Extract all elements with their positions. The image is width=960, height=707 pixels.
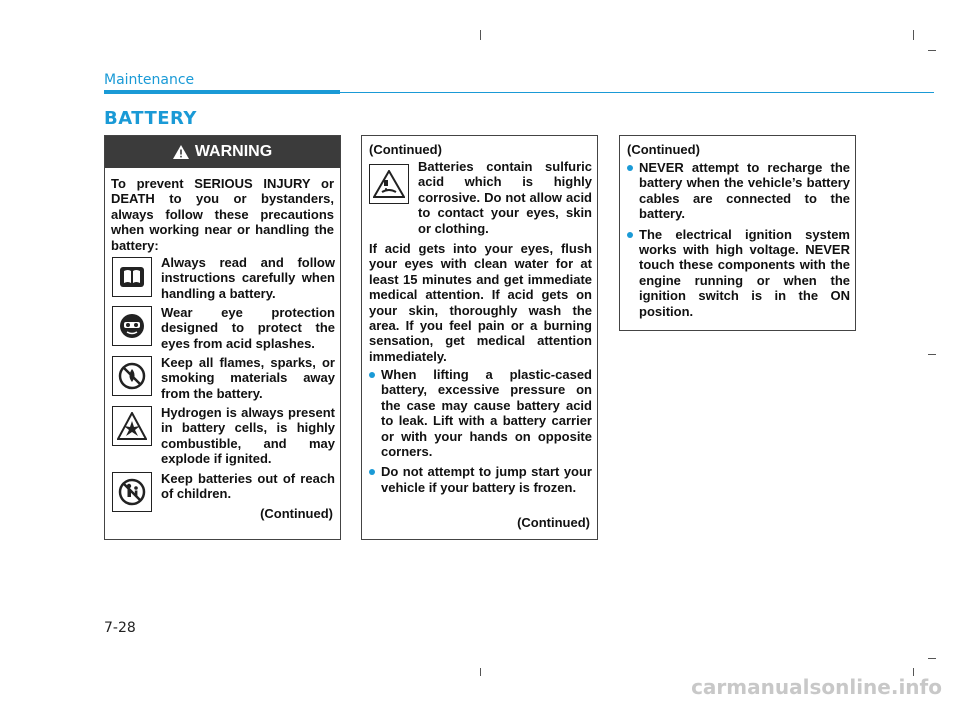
- crop-mark: [913, 30, 914, 40]
- explosion-icon: [112, 406, 152, 446]
- list-item: When lifting a plastic-cased battery, excessive pressure on the case may cause battery acid to leak. Lift with a battery carrier or with your hands on opposite corners.: [369, 367, 592, 459]
- crop-mark: [480, 30, 481, 40]
- continued-box: [361, 135, 598, 540]
- page-number: 7-28: [104, 620, 136, 636]
- continued-label: (Continued): [517, 515, 590, 530]
- bullet-list: [369, 367, 592, 500]
- section-label: Maintenance: [104, 72, 195, 88]
- continued-label: (Continued): [260, 506, 333, 521]
- header-rule: [340, 92, 934, 93]
- watermark: carmanualsonline.info: [691, 675, 942, 699]
- crop-mark: [928, 50, 936, 51]
- warning-item-text: Keep all flames, sparks, or smoking materials away from the battery.: [161, 355, 335, 401]
- no-children-icon: [112, 472, 152, 512]
- page-title: BATTERY: [104, 108, 197, 129]
- warning-item-text: Always read and follow instructions carefully when handling a battery.: [161, 255, 335, 301]
- continued-label: (Continued): [627, 142, 700, 157]
- continued-box: [619, 135, 856, 331]
- acid-warning-text: Batteries contain sulfuric acid which is highly corrosive. Do not allow acid to contact your eyes, skin or clothing.: [418, 159, 592, 236]
- warning-item-text: Keep batteries out of reach of children.: [161, 471, 335, 502]
- warning-item-text: Wear eye protection designed to protect the eyes from acid splashes.: [161, 305, 335, 351]
- acid-paragraph: If acid gets into your eyes, flush your eyes with clean water for at least 15 minutes and get immediate medical attention. If acid gets on your skin, thoroughly wash the area. If you feel pain or a burning sensation, get medical attention immediately.: [369, 241, 592, 364]
- crop-mark: [928, 658, 936, 659]
- corrosive-acid-icon: [369, 164, 409, 204]
- list-item: Do not attempt to jump start your vehicle if your battery is frozen.: [369, 464, 592, 495]
- warning-box: [104, 135, 341, 540]
- warning-intro: To prevent SERIOUS INJURY or DEATH to you or bystanders, always follow these precautions when working near or handling the battery:: [111, 176, 334, 253]
- crop-mark: [480, 668, 481, 676]
- face-shield-icon: [112, 306, 152, 346]
- list-item: The electrical ignition system works with high voltage. NEVER touch these components with the engine running or when the ignition switch is in the ON position.: [627, 227, 850, 319]
- continued-label: (Continued): [369, 142, 442, 157]
- warning-label: WARNING: [194, 143, 273, 160]
- crop-mark: [928, 354, 936, 355]
- book-icon: [112, 257, 152, 297]
- header-rule-accent: [104, 90, 340, 94]
- warning-header: [105, 136, 340, 168]
- warning-triangle-icon: [173, 145, 189, 159]
- no-flame-icon: [112, 356, 152, 396]
- warning-item-text: Hydrogen is always present in battery cells, is highly combustible, and may explode if ignited.: [161, 405, 335, 467]
- list-item: NEVER attempt to recharge the battery when the vehicle’s battery cables are connected to the battery.: [627, 160, 850, 222]
- bullet-list: [627, 160, 850, 324]
